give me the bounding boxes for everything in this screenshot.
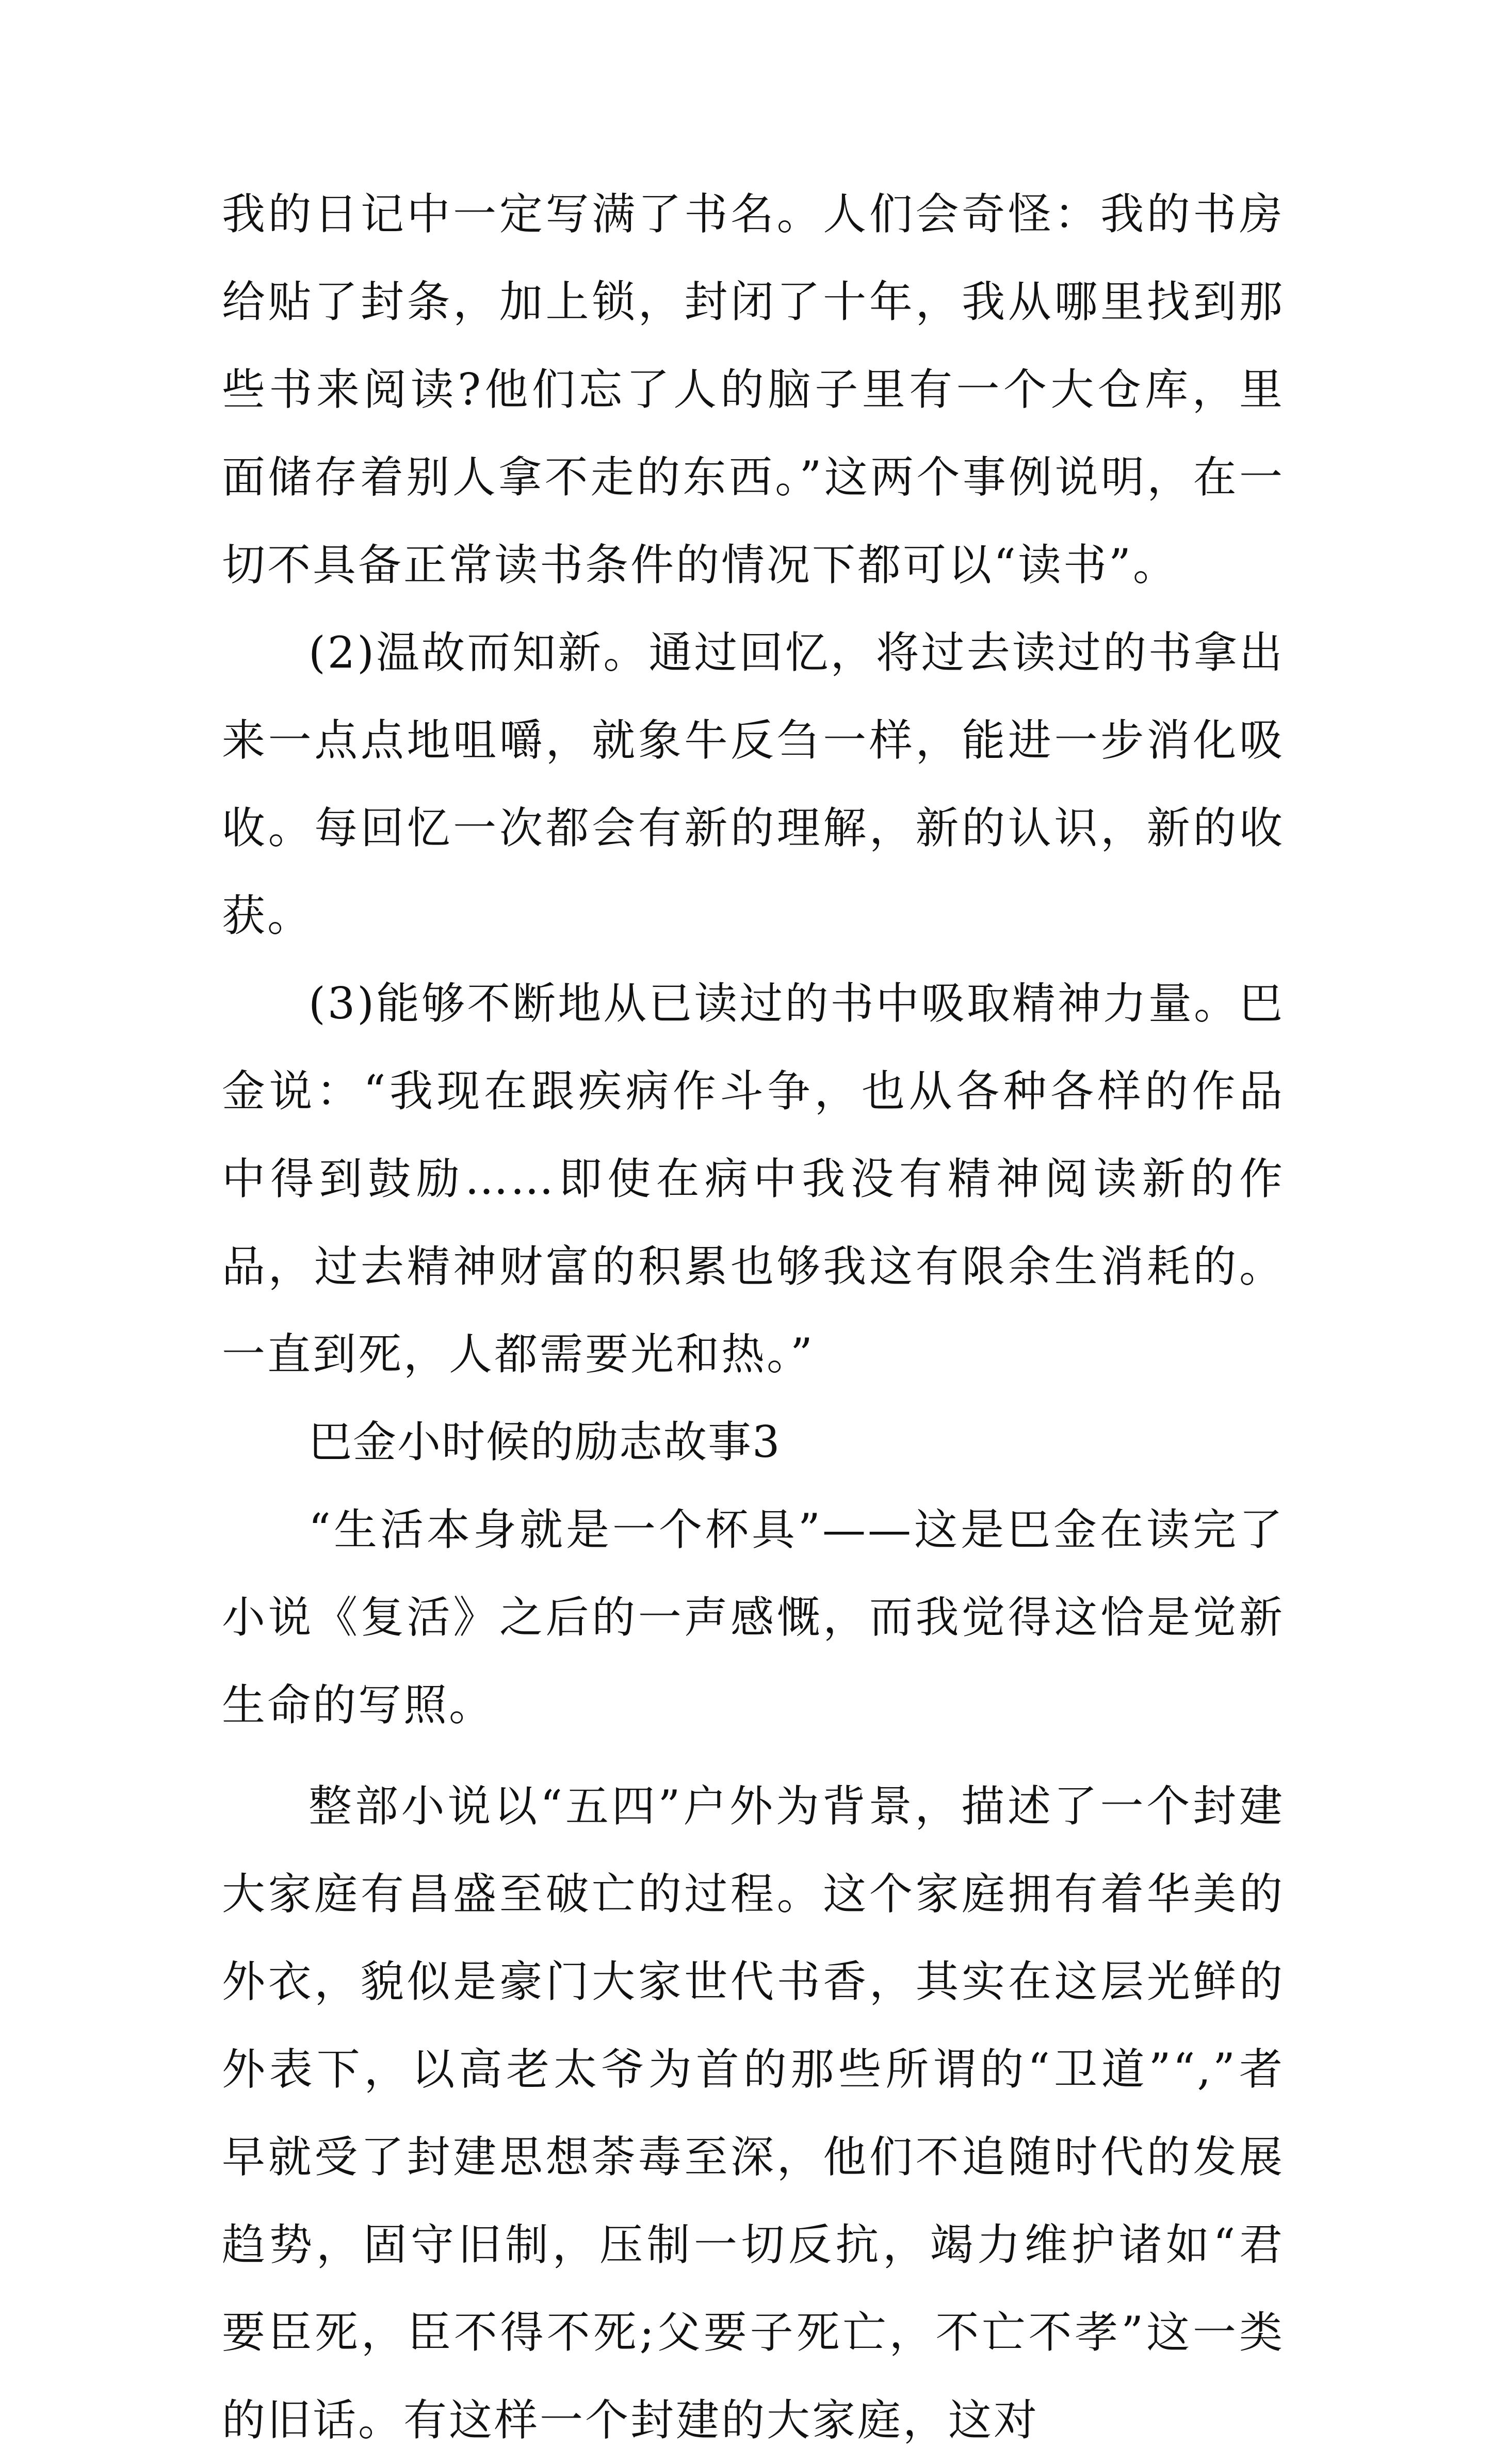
document-body	[222, 170, 1285, 2464]
section-heading: 巴金小时候的励志故事3	[309, 1417, 781, 1467]
paragraph-diary-continuation: 我的日记中一定写满了书名。人们会奇怪：我的书房给贴了封条，加上锁，封闭了十年，我从哪里找到那些书来阅读?他们忘了人的脑子里有一个大仓库，里面储存着别人拿不走的东西。”这两个事例说明，在一切不具备正常读书条件的情况下都可以“读书”。	[222, 189, 1285, 590]
paragraph-novel-summary: 整部小说以“五四”户外为背景，描述了一个封建大家庭有昌盛至破亡的过程。这个家庭拥有着华美的外衣，貌似是豪门大家世代书香，其实在这层光鲜的外表下，以高老太爷为首的那些所谓的“卫道”“,”者早就受了封建思想荼毒至深，他们不追随时代的发展趋势，固守旧制，压制一切反抗，竭力维护诸如“君要臣死，臣不得不死;父要子死亡，不亡不孝”这一类的旧话。有这样一个封建的大家庭，这对	[222, 1781, 1285, 2445]
paragraph-quote-life: “生活本身就是一个杯具”——这是巴金在读完了小说《复活》之后的一声感慨，而我觉得这恰是觉新生命的写照。	[222, 1504, 1285, 1730]
paragraph-point-2: (2)温故而知新。通过回忆，将过去读过的书拿出来一点点地咀嚼，就象牛反刍一样，能进一步消化吸收。每回忆一次都会有新的理解，新的认识，新的收获。	[222, 627, 1285, 941]
paragraph-point-3: (3)能够不断地从已读过的书中吸取精神力量。巴金说：“我现在跟疾病作斗争，也从各种各样的作品中得到鼓励……即使在病中我没有精神阅读新的作品，过去精神财富的积累也够我这有限余生消耗的。一直到死，人都需要光和热。”	[222, 978, 1285, 1380]
